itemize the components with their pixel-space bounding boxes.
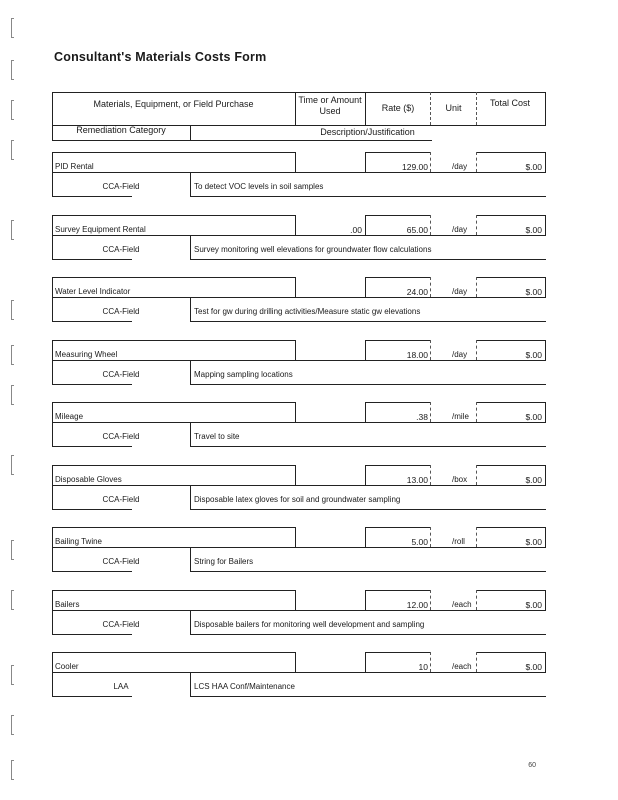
item-total: $.00 (525, 162, 542, 172)
header-right-border (545, 92, 546, 125)
row-top-rule (52, 465, 295, 466)
row-top-rule (476, 465, 545, 466)
row-bottom-rule (190, 259, 546, 260)
item-unit: /each (452, 662, 472, 671)
item-category: CCA-Field (102, 495, 140, 504)
row-divider (430, 465, 431, 485)
item-name: Bailers (55, 600, 80, 609)
row-divider (295, 152, 296, 172)
item-rate: 12.00 (406, 600, 428, 610)
header-bottom-rule (52, 140, 432, 141)
row-right-border (545, 652, 546, 672)
row-divider (295, 340, 296, 360)
header-left-border (52, 92, 53, 140)
row-left-border (52, 590, 53, 634)
scan-edge-mark (11, 220, 14, 240)
row-divider (365, 465, 366, 485)
row-divider (365, 652, 366, 672)
header-divider (365, 92, 366, 125)
row-top-rule (52, 340, 295, 341)
row-bottom-rule (52, 696, 132, 697)
row-divider (365, 215, 366, 235)
row-top-rule (52, 215, 295, 216)
item-name: Mileage (55, 412, 84, 421)
item-total: $.00 (525, 662, 542, 672)
scan-edge-mark (11, 18, 14, 38)
row-top-rule (476, 590, 545, 591)
item-unit: /day (452, 287, 468, 296)
item-description: Test for gw during drilling activities/Measure static gw elevations (194, 307, 421, 316)
row-top-rule (365, 527, 430, 528)
row-divider (476, 340, 477, 360)
row-top-rule (365, 152, 430, 153)
item-description: Disposable bailers for monitoring well development and sampling (194, 620, 425, 629)
row-top-rule (476, 652, 545, 653)
item-total: $.00 (525, 287, 542, 297)
scan-edge-mark (11, 590, 14, 610)
item-total: $.00 (525, 537, 542, 547)
row-top-rule (365, 277, 430, 278)
row-divider (190, 547, 191, 571)
item-rate: 10 (418, 662, 428, 672)
scan-edge-mark (11, 140, 14, 160)
scan-edge-mark (11, 540, 14, 560)
row-divider (190, 422, 191, 446)
row-left-border (52, 215, 53, 259)
row-divider (476, 402, 477, 422)
header-time-amount: Time or Amount Used (298, 95, 362, 116)
row-mid-rule (52, 360, 546, 361)
row-divider (430, 527, 431, 547)
row-right-border (545, 465, 546, 485)
row-top-rule (365, 215, 430, 216)
row-divider (476, 277, 477, 297)
item-unit: /box (452, 475, 468, 484)
row-divider (295, 590, 296, 610)
row-divider (476, 652, 477, 672)
header-description: Description/Justification (320, 127, 415, 137)
scan-edge-mark (11, 715, 14, 735)
item-name: Measuring Wheel (55, 350, 118, 359)
item-description: LCS HAA Conf/Maintenance (194, 682, 295, 691)
row-top-rule (365, 465, 430, 466)
row-top-rule (52, 652, 295, 653)
row-right-border (545, 527, 546, 547)
row-top-rule (476, 527, 545, 528)
row-top-rule (476, 215, 545, 216)
row-divider (190, 360, 191, 384)
row-bottom-rule (52, 259, 132, 260)
row-left-border (52, 527, 53, 571)
row-top-rule (52, 152, 295, 153)
item-description: To detect VOC levels in soil samples (194, 182, 324, 191)
row-right-border (545, 215, 546, 235)
row-divider (430, 590, 431, 610)
item-category: CCA-Field (102, 245, 140, 254)
row-right-border (545, 277, 546, 297)
row-bottom-rule (52, 571, 132, 572)
row-divider (430, 652, 431, 672)
row-bottom-rule (52, 509, 132, 510)
row-divider (365, 527, 366, 547)
row-divider (190, 610, 191, 634)
row-top-rule (476, 402, 545, 403)
row-divider (365, 277, 366, 297)
row-top-rule (476, 340, 545, 341)
item-description: Disposable latex gloves for soil and groundwater sampling (194, 495, 401, 504)
item-unit: /each (452, 600, 472, 609)
row-divider (365, 590, 366, 610)
row-divider (476, 527, 477, 547)
row-left-border (52, 340, 53, 384)
row-right-border (545, 402, 546, 422)
item-name: Water Level Indicator (55, 287, 131, 296)
row-right-border (545, 590, 546, 610)
row-left-border (52, 465, 53, 509)
page-number: 60 (528, 762, 536, 769)
header-materials: Materials, Equipment, or Field Purchase (93, 99, 254, 109)
item-rate: .38 (416, 412, 428, 422)
row-right-border (545, 152, 546, 172)
row-top-rule (52, 527, 295, 528)
header-top-rule (52, 92, 546, 93)
row-divider (190, 235, 191, 259)
scan-edge-mark (11, 100, 14, 120)
row-mid-rule (52, 485, 546, 486)
item-name: Disposable Gloves (55, 475, 122, 484)
row-divider (476, 465, 477, 485)
row-top-rule (52, 590, 295, 591)
item-unit: /day (452, 225, 468, 234)
item-category: CCA-Field (102, 307, 140, 316)
row-divider (190, 485, 191, 509)
row-mid-rule (52, 297, 546, 298)
item-name: Bailing Twine (55, 537, 102, 546)
row-left-border (52, 402, 53, 446)
row-bottom-rule (190, 446, 546, 447)
scan-edge-mark (11, 300, 14, 320)
header-divider (430, 92, 431, 125)
item-category: CCA-Field (102, 620, 140, 629)
row-divider (295, 527, 296, 547)
item-category: CCA-Field (102, 432, 140, 441)
form-title: Consultant's Materials Costs Form (54, 50, 267, 64)
item-rate: 5.00 (411, 537, 428, 547)
item-category: CCA-Field (102, 182, 140, 191)
row-top-rule (52, 277, 295, 278)
header-total-cost: Total Cost (489, 98, 531, 108)
row-divider (295, 277, 296, 297)
item-name: Cooler (55, 662, 79, 671)
item-unit: /day (452, 350, 468, 359)
header-divider (295, 92, 296, 125)
item-category: LAA (113, 682, 129, 691)
item-total: $.00 (525, 600, 542, 610)
row-divider (476, 215, 477, 235)
scan-edge-mark (11, 760, 14, 780)
item-description: Travel to site (194, 432, 240, 441)
scan-edge-mark (11, 345, 14, 365)
item-total: $.00 (525, 225, 542, 235)
row-top-rule (476, 152, 545, 153)
row-divider (430, 277, 431, 297)
row-bottom-rule (52, 384, 132, 385)
header-rate: Rate ($) (381, 103, 415, 113)
row-top-rule (365, 340, 430, 341)
item-unit: /day (452, 162, 468, 171)
row-top-rule (52, 402, 295, 403)
row-divider (430, 215, 431, 235)
row-divider (365, 152, 366, 172)
item-total: $.00 (525, 412, 542, 422)
row-mid-rule (52, 610, 546, 611)
row-mid-rule (52, 672, 546, 673)
header-unit: Unit (445, 103, 462, 113)
row-mid-rule (52, 235, 546, 236)
item-rate: 24.00 (406, 287, 428, 297)
row-mid-rule (52, 172, 546, 173)
item-name: PID Rental (55, 162, 94, 171)
item-total: $.00 (525, 350, 542, 360)
item-rate: 65.00 (406, 225, 428, 235)
row-top-rule (365, 590, 430, 591)
item-description: Survey monitoring well elevations for groundwater flow calculations (194, 245, 432, 254)
header-divider (190, 125, 191, 140)
header-remediation-category: Remediation Category (76, 125, 166, 135)
row-divider (430, 152, 431, 172)
scan-edge-mark (11, 665, 14, 685)
row-bottom-rule (52, 321, 132, 322)
header-divider (476, 92, 477, 125)
scan-edge-mark (11, 455, 14, 475)
row-divider (430, 340, 431, 360)
item-amount: .00 (350, 225, 362, 235)
row-divider (295, 465, 296, 485)
item-rate: 18.00 (406, 350, 428, 360)
item-rate: 13.00 (406, 475, 428, 485)
item-rate: 129.00 (402, 162, 428, 172)
row-left-border (52, 652, 53, 696)
item-description: Mapping sampling locations (194, 370, 293, 379)
row-divider (295, 652, 296, 672)
row-top-rule (476, 277, 545, 278)
row-bottom-rule (190, 196, 546, 197)
row-divider (476, 152, 477, 172)
row-mid-rule (52, 422, 546, 423)
row-mid-rule (52, 547, 546, 548)
row-top-rule (365, 402, 430, 403)
row-divider (430, 402, 431, 422)
row-bottom-rule (52, 634, 132, 635)
item-unit: /mile (452, 412, 469, 421)
row-bottom-rule (190, 696, 546, 697)
row-divider (295, 402, 296, 422)
item-category: CCA-Field (102, 370, 140, 379)
row-bottom-rule (52, 446, 132, 447)
row-divider (365, 340, 366, 360)
row-top-rule (365, 652, 430, 653)
row-divider (190, 672, 191, 696)
row-left-border (52, 152, 53, 196)
row-divider (365, 402, 366, 422)
row-divider (476, 590, 477, 610)
item-name: Survey Equipment Rental (55, 225, 146, 234)
row-divider (295, 215, 296, 235)
row-bottom-rule (190, 321, 546, 322)
item-description: String for Bailers (194, 557, 254, 566)
scan-edge-mark (11, 60, 14, 80)
row-bottom-rule (190, 509, 546, 510)
row-right-border (545, 340, 546, 360)
row-bottom-rule (190, 634, 546, 635)
row-bottom-rule (190, 571, 546, 572)
row-divider (190, 172, 191, 196)
row-bottom-rule (190, 384, 546, 385)
scan-edge-mark (11, 385, 14, 405)
row-left-border (52, 277, 53, 321)
item-unit: /roll (452, 537, 465, 546)
row-divider (190, 297, 191, 321)
row-bottom-rule (52, 196, 132, 197)
item-total: $.00 (525, 475, 542, 485)
item-category: CCA-Field (102, 557, 140, 566)
